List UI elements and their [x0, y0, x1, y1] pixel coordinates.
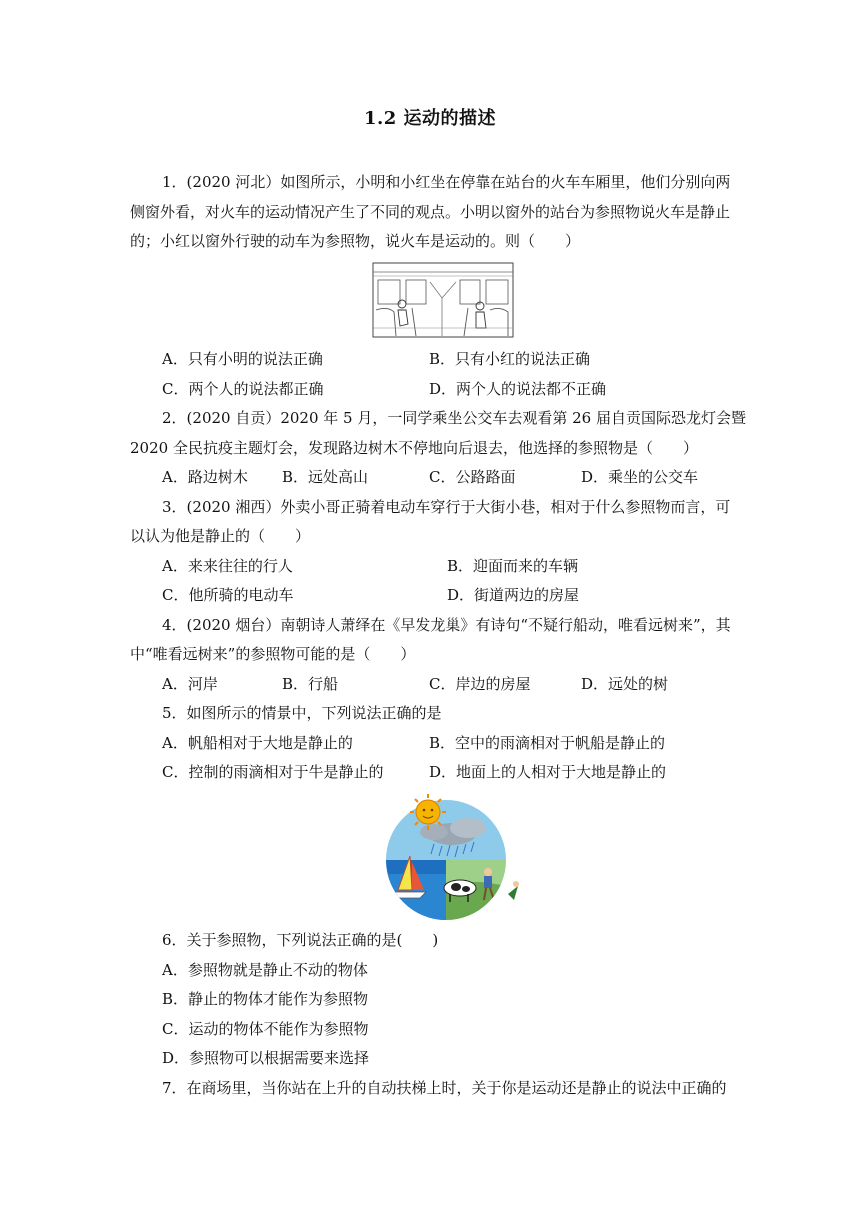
q4-option-a: A．河岸	[162, 675, 218, 693]
q7-line-1: 7．在商场里，当你站在上升的自动扶梯上时，关于你是运动还是静止的说法中正确的	[162, 1079, 727, 1097]
page-title: 1.2 运动的描述	[363, 108, 497, 129]
train-carriage-figure	[372, 262, 514, 338]
q2-line-2: 2020 全民抗疫主题灯会，发现路边树木不停地向后退去，他选择的参照物是（ ）	[130, 439, 698, 457]
q1-line-2: 侧窗外看，对火车的运动情况产生了不同的观点。小明以窗外的站台为参照物说火车是静止	[130, 203, 731, 221]
q6-option-b: B．静止的物体才能作为参照物	[162, 990, 369, 1008]
q6-line-1: 6．关于参照物，下列说法正确的是( )	[162, 931, 439, 949]
q1-option-c: C．两个人的说法都正确	[162, 380, 324, 398]
q4-line-2: 中“唯看远树来”的参照物可能的是（ ）	[130, 645, 416, 663]
q3-option-c: C．他所骑的电动车	[162, 586, 294, 604]
q4-option-c: C．岸边的房屋	[429, 675, 531, 693]
q1-option-d: D．两个人的说法都不正确	[429, 380, 607, 398]
q4-option-b: B．行船	[282, 675, 339, 693]
q3-option-b: B．迎面而来的车辆	[447, 557, 579, 575]
q2-option-a: A．路边树木	[162, 468, 248, 486]
q2-option-b: B．远处高山	[282, 468, 369, 486]
q1-option-a: A．只有小明的说法正确	[162, 350, 323, 368]
q6-option-d: D．参照物可以根据需要来选择	[162, 1049, 370, 1067]
q1-option-b: B．只有小红的说法正确	[429, 350, 591, 368]
q2-option-d: D．乘坐的公交车	[581, 468, 699, 486]
q3-option-a: A．来来往往的行人	[162, 557, 293, 575]
q3-line-1: 3．(2020 湘西）外卖小哥正骑着电动车穿行于大街小巷，相对于什么参照物而言，可	[162, 498, 731, 516]
q6-option-a: A．参照物就是静止不动的物体	[162, 961, 368, 979]
q1-line-3: 的；小红以窗外行驶的动车为参照物，说火车是运动的。则（ ）	[130, 232, 581, 250]
q1-line-1: 1．(2020 河北）如图所示，小明和小红坐在停靠在站台的火车车厢里，他们分别向两	[162, 173, 731, 191]
q5-option-c: C．控制的雨滴相对于牛是静止的	[162, 763, 384, 781]
sailboat-rain-cow-figure	[368, 790, 528, 922]
q2-option-c: C．公路路面	[429, 468, 516, 486]
q6-option-c: C．运动的物体不能作为参照物	[162, 1020, 369, 1038]
q5-option-a: A．帆船相对于大地是静止的	[162, 734, 353, 752]
q5-option-b: B．空中的雨滴相对于帆船是静止的	[429, 734, 666, 752]
q4-option-d: D．远处的树	[581, 675, 669, 693]
q4-line-1: 4．(2020 烟台）南朝诗人萧绎在《早发龙巢》有诗句“不疑行船动，唯看远树来”，其	[162, 616, 731, 634]
q5-option-d: D．地面上的人相对于大地是静止的	[429, 763, 667, 781]
q3-option-d: D．街道两边的房屋	[447, 586, 580, 604]
q2-line-1: 2．(2020 自贡）2020 年 5 月，一同学乘坐公交车去观看第 26 届自贡国际恐龙灯会暨	[162, 409, 746, 427]
q5-line-1: 5．如图所示的情景中，下列说法正确的是	[162, 704, 442, 722]
q3-line-2: 以认为他是静止的（ ）	[130, 527, 311, 545]
